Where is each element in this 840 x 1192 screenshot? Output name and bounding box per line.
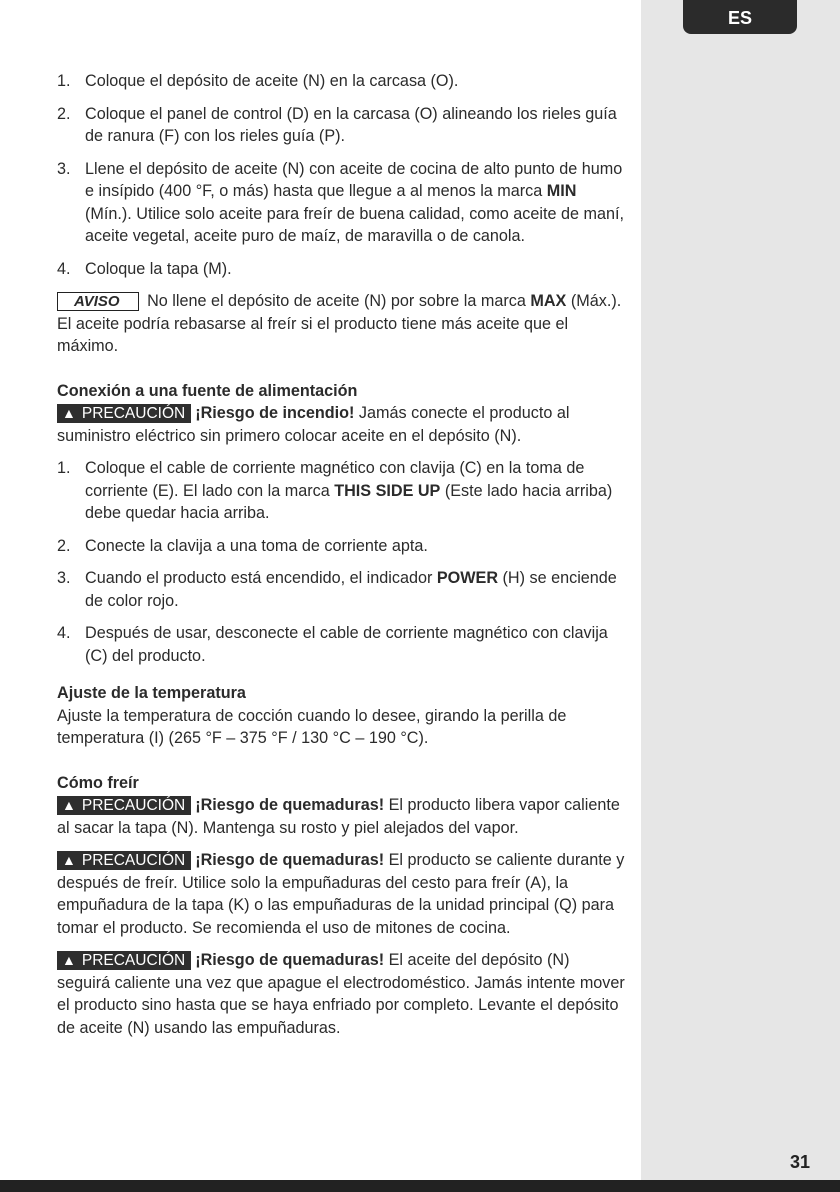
page-number: 31 [789,1152,810,1172]
aviso-label: AVISO [57,292,139,311]
language-tab: ES [683,0,797,34]
caution-bold: ¡Riesgo de quemaduras! [195,951,385,969]
step-text: Después de usar, desconecte el cable de corriente magnético con clavija (C) del producto. [85,624,608,665]
step-text: Conecte la clavija a una toma de corriente apta. [85,536,428,555]
step-text: Coloque el depósito de aceite (N) en la carcasa (O). [85,72,459,90]
paragraph: Ajuste la temperatura de cocción cuando lo desee, girando la perilla de temperatura (I) (265 °F – 375 °F / 130 °C – 190 °C). [57,706,567,747]
caution-paragraph [57,402,627,447]
bottom-rule [0,1180,840,1192]
list-item [57,158,627,248]
warning-triangle-icon: ▲ [62,797,76,813]
right-sidebar [641,0,840,1180]
caution-text: El aceite del depósito (N) seguirá caliente una vez que apague el electrodoméstico. Jamás intente mover el producto sino hasta que se haya enfriado por completo. Levante el depósito de aceite (N) usando las empuñaduras. [57,951,625,1037]
caution-label: ▲ PRECAUCIÓN [57,404,191,423]
caution-label: ▲ PRECAUCIÓN [57,951,191,970]
step-text: (Mín.). Utilice solo aceite para freír de buena calidad, como aceite de maní, aceite vegetal, aceite puro de maíz, de maravilla o de canola. [85,204,624,245]
caution-text: Jamás conecte el producto al suministro eléctrico sin primero colocar aceite en el depósito (N). [57,404,570,445]
caution-text: El producto libera vapor caliente al sacar la tapa (N). Mantenga su rosto y piel alejados del vapor. [57,796,620,837]
notice-text: No llene el depósito de aceite (N) por sobre la marca [142,292,531,310]
power-indicator-mark: POWER [436,569,499,587]
step-number: 2. [57,536,71,555]
caution-paragraph [57,849,627,939]
step-number: 2. [57,104,71,123]
step-text: Coloque la tapa (M). [85,259,232,278]
step-number: 4. [57,259,71,278]
list-item [57,567,627,612]
caution-label: ▲ PRECAUCIÓN [57,796,191,815]
max-mark: MAX [530,292,567,310]
step-number: 1. [57,459,71,477]
step-text: Coloque el cable de corriente magnético con clavija (C) en la toma de corriente (E). El lado con la marca [85,459,585,500]
caution-bold: ¡Riesgo de quemaduras! [195,851,385,869]
caution-label: ▲ PRECAUCIÓN [57,851,191,870]
step-number: 3. [57,159,71,178]
list-item [57,70,627,93]
list-item [57,457,627,525]
section-heading: Conexión a una fuente de alimentación [57,381,358,400]
list-item [57,535,627,558]
list-item [57,103,627,148]
step-text: Coloque el panel de control (D) en la carcasa (O) alineando los rieles guía de ranura (F) con los rieles guía (P). [85,104,617,145]
section-heading: Ajuste de la temperatura [57,684,246,702]
section-heading: Cómo freír [57,773,139,792]
warning-triangle-icon: ▲ [62,405,76,421]
min-mark: MIN [546,182,577,200]
warning-triangle-icon: ▲ [62,952,76,968]
caution-paragraph [57,794,627,839]
step-text: (H) se enciende de color rojo. [85,569,617,610]
caution-text: El producto se caliente durante y después de freír. Utilice solo la empuñaduras del cesto para freír (A), la empuñadura de la tapa (K) o las empuñaduras de la unidad principal (Q) para tomar el producto. Se recomienda el uso de mitones de cocina. [57,851,625,937]
step-number: 3. [57,569,71,587]
step-text: Cuando el producto está encendido, el indicador [85,569,437,587]
warning-triangle-icon: ▲ [62,852,76,868]
step-text: Llene el depósito de aceite (N) con aceite de cocina de alto punto de humo e insípido (400 °F, o más) hasta que llegue a al menos la marca [85,159,623,200]
caution-bold: ¡Riesgo de quemaduras! [195,796,385,814]
caution-paragraph [57,949,627,1039]
step-number: 4. [57,624,71,642]
notice-paragraph [57,290,627,358]
caution-bold: ¡Riesgo de incendio! [195,404,355,422]
step-number: 1. [57,72,71,90]
list-item [57,258,627,281]
this-side-up-mark: THIS SIDE UP [334,481,441,500]
page-content [57,70,627,1039]
step-text: (Este lado hacia arriba) debe quedar hacia arriba. [85,481,613,522]
list-item [57,622,627,667]
notice-text: (Máx.). El aceite podría rebasarse al freír si el producto tiene más aceite que el máximo. [57,292,622,355]
